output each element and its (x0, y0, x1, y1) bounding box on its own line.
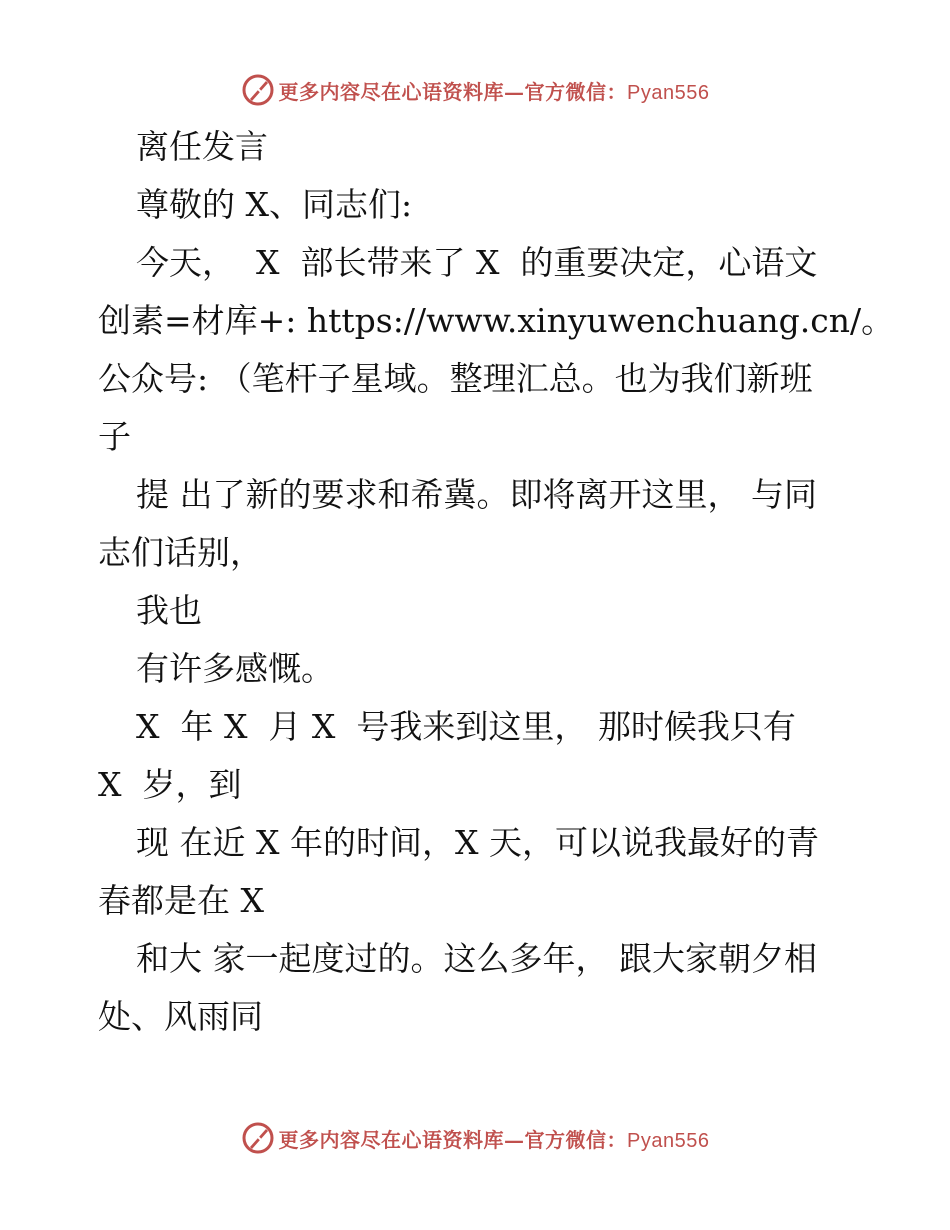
paragraph-line: 子 (98, 417, 131, 456)
banner-text: 更多内容尽在心语资料库—官方微信：Pyan556 (278, 79, 710, 104)
document-body (98, 118, 895, 1046)
header-banner (0, 70, 950, 110)
paragraph-line: 提 出了新的要求和希冀。即将离开这里， 与同 (136, 475, 817, 514)
paragraph-line: 春都是在 X (98, 881, 264, 920)
paragraph-line: 有许多感慨。 (136, 649, 334, 688)
quill-logo-icon (241, 1121, 275, 1155)
paragraph-line: 我也 (136, 591, 202, 630)
paragraph-line: 处、风雨同 (98, 997, 263, 1036)
quill-logo-icon (241, 73, 275, 107)
paragraph-line: 公众号: （笔杆子星域。整理汇总。也为我们新班 (98, 359, 813, 398)
paragraph-line: X 年 X 月 X 号我来到这里， 那时候我只有 (136, 707, 796, 746)
footer-banner (0, 1118, 950, 1158)
paragraph-line: 和大 家一起度过的。这么多年， 跟大家朝夕相 (136, 939, 817, 978)
paragraph-line: X 岁，到 (98, 765, 242, 804)
salutation: 尊敬的 X、同志们: (136, 185, 413, 224)
paragraph-line: 创素=材库+: https://www.xinyuwenchuang.cn/。 (98, 301, 895, 340)
paragraph-line: 志们话别， (98, 533, 263, 572)
banner-text: 更多内容尽在心语资料库—官方微信：Pyan556 (278, 1127, 710, 1152)
paragraph-line: 今天， X 部长带来了 X 的重要决定，心语文 (136, 243, 818, 282)
doc-title: 离任发言 (136, 127, 268, 166)
paragraph-line: 现 在近 X 年的时间，X 天，可以说我最好的青 (136, 823, 819, 862)
